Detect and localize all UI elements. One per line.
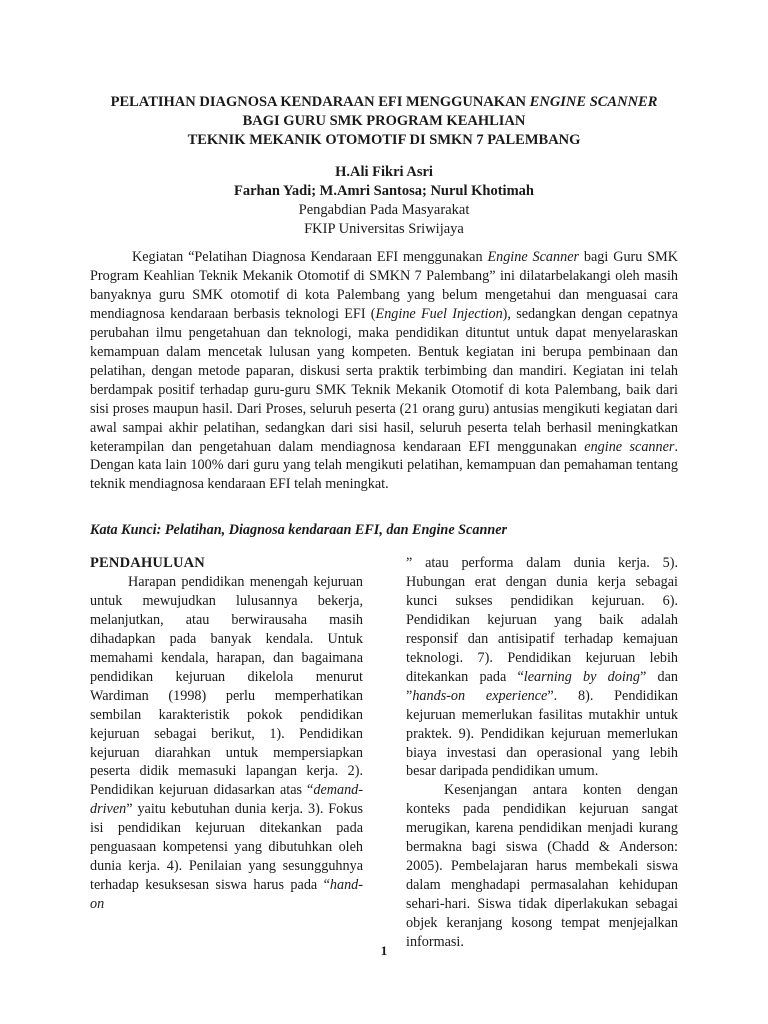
column-right bbox=[406, 554, 678, 952]
section-heading-introduction: PENDAHULUAN bbox=[90, 555, 205, 571]
abstract: Kegiatan “Pelatihan Diagnosa Kendaraan EFI menggunakan Engine Scanner bagi Guru SMK Program Keahlian Teknik Mekanik Otomotif di SMKN 7 Palembang” ini dilatarbelakangi oleh masih banyaknya guru SMK otomotif di kota Palembang yang belum mengetahui dan menguasai cara mendiagnosa kendaraan berbasis teknologi EFI (Engine Fuel Injection), sedangkan dengan cepatnya perubahan ilmu pengetahuan dan teknologi, maka pendidikan dituntut untuk dapat menyelaraskan kemampuan dalam mencetak lulusan yang kompeten. Bentuk kegiatan ini berupa pembinaan dan pelatihan, dengan metode paparan, diskusi serta praktik terbimbing dan mandiri. Kegiatan ini telah berdampak positif terhadap guru-guru SMK Teknik Mekanik Otomotif di kota Palembang, baik dari sisi proses maupun hasil. Dari Proses, seluruh peserta (21 orang guru) antusias mengikuti kegiatan dari awal sampai akhir pelatihan, sedangkan dari sisi hasil, seluruh peserta telah berhasil meningkatkan keterampilan dan pengetahuan dalam mendiagnosa kendaraan EFI menggunakan engine scanner. Dengan kata lain 100% dari guru yang telah mengikuti pelatihan, kemampuan dan pemahaman tentang teknik mendiagnosa kendaraan EFI telah meningkat. bbox=[90, 249, 678, 493]
introduction-paragraph-1-part-2: ” atau performa dalam dunia kerja. 5). Hubungan erat dengan dunia kerja sebagai kunci sukses pendidikan kejuruan. 6). Pendidikan kejuruan yang baik adalah responsif dan antisipatif terhadap kemajuan teknologi. 7). Pendidikan kejuruan lebih ditekankan pada “learning by doing” dan ”hands-on experience”. 8). Pendidikan kejuruan memerlukan fasilitas mutakhir untuk praktek. 9). Pendidikan kejuruan memerlukan biaya investasi dan operasional yang lebih besar daripada pendidikan umum. bbox=[406, 555, 678, 780]
keywords: Kata Kunci: Pelatihan, Diagnosa kendaraan EFI, dan Engine Scanner bbox=[90, 522, 508, 538]
column-left bbox=[90, 554, 363, 914]
page-number: 1 bbox=[380, 943, 388, 958]
title-line-2: BAGI GURU SMK PROGRAM KEAHLIAN bbox=[242, 113, 526, 129]
affiliation-unit: Pengabdian Pada Masyarakat bbox=[298, 202, 470, 218]
introduction-paragraph-2: Kesenjangan antara konten dengan konteks pada pendidikan kejuruan sangat merugikan, karena pendidikan menjadi kurang bermakna bagi siswa (Chadd & Anderson: 2005). Pembelajaran harus membekali siswa dalam menghadapi permasalahan kehidupan sehari-hari. Siswa tidak diperlakukan sebagai objek keranjang kosong tempat menjejalkan informasi. bbox=[406, 782, 678, 951]
paper-title bbox=[60, 93, 708, 150]
co-authors: Farhan Yadi; M.Amri Santosa; Nurul Khotimah bbox=[234, 183, 534, 199]
lead-author: H.Ali Fikri Asri bbox=[335, 164, 433, 180]
title-italic-term: ENGINE SCANNER bbox=[529, 94, 658, 110]
title-line-1: PELATIHAN DIAGNOSA KENDARAAN EFI MENGGUNAKAN ENGINE SCANNER bbox=[110, 94, 658, 110]
introduction-paragraph-1-part-1: Harapan pendidikan menengah kejuruan untuk mewujudkan lulusannya bekerja, melanjutkan, atau berwirausaha masih dihadapkan pada banyak kendala. Untuk memahami kendala, harapan, dan bagaimana pendidikan kejuruan dikelola menurut Wardiman (1998) perlu memperhatikan sembilan karakteristik pokok pendidikan kejuruan sebagai berikut, 1). Pendidikan kejuruan diarahkan untuk mempersiapkan peserta didik memasuki lapangan kerja. 2). Pendidikan kejuruan didasarkan atas “demand-driven” yaitu kebutuhan dunia kerja. 3). Fokus isi pendidikan kejuruan ditekankan pada penguasaan kompetensi yang dibutuhkan oleh dunia kerja. 4). Penilaian yang sesungguhnya terhadap kesuksesan siswa harus pada “hand-on bbox=[90, 573, 363, 913]
affiliation-university: FKIP Universitas Sriwijaya bbox=[304, 221, 464, 237]
title-line-3: TEKNIK MEKANIK OTOMOTIF DI SMKN 7 PALEMBANG bbox=[187, 132, 581, 148]
author-block bbox=[60, 163, 708, 239]
